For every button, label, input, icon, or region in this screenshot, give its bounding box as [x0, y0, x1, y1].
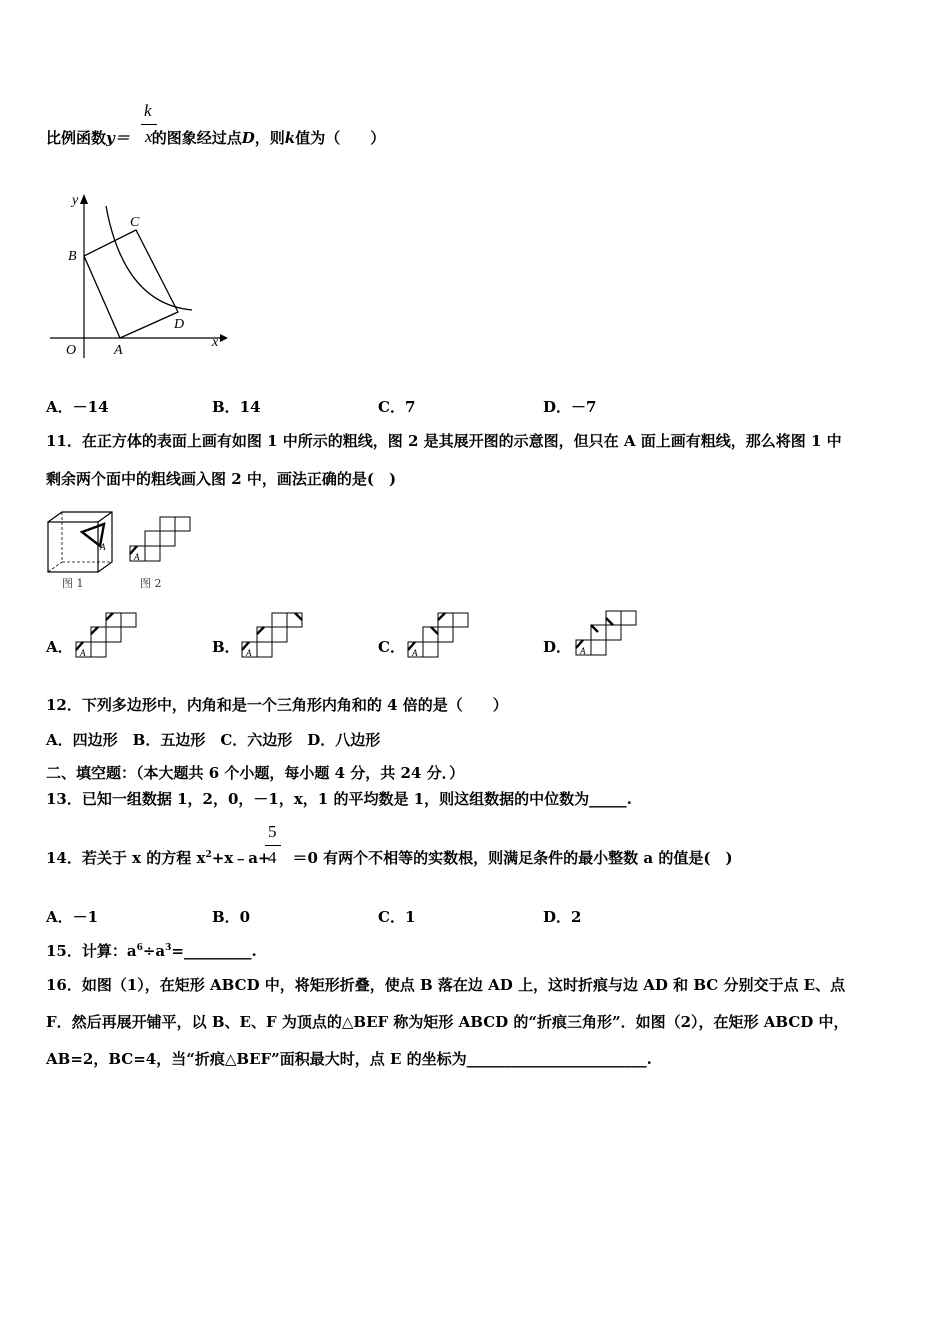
q10-frac-numerator: k: [144, 101, 152, 120]
q14-part-2: +x﹣a+: [211, 849, 271, 867]
q10-option-c: C．7: [378, 398, 416, 416]
net-face-label: A: [134, 552, 140, 562]
q15-sup-2: 3: [165, 943, 172, 953]
q15-part-2: ÷a: [142, 942, 166, 960]
q10-option-b: B．14: [212, 398, 261, 416]
q14-frac-numerator: 5: [268, 822, 277, 841]
q14-sup: 2: [205, 850, 212, 860]
q10-y-eq: y＝: [106, 129, 130, 147]
q10-var-k: k: [284, 129, 296, 147]
q10-option-d: D．－7: [543, 398, 597, 416]
q13-stem: 13．已知一组数据 1，2，0，－1，x，1 的平均数是 1，则这组数据的中位数为_____.: [46, 790, 632, 808]
q14-option-a: A．－1: [46, 908, 99, 926]
q11-option-b-net: [240, 612, 304, 660]
square-abcd: [84, 230, 178, 338]
q15-stem: [46, 940, 257, 961]
q14-option-b: B．0: [212, 908, 251, 926]
q15-part-1: 15．计算：a: [46, 942, 137, 960]
q10-suffix-a: 的图象经过点: [151, 129, 242, 147]
q11-option-c-net: [406, 612, 470, 660]
q10-frac-denominator: x: [145, 127, 153, 146]
q14-part-3: ＝0 有两个不相等的实数根，则满足条件的最小整数 a 的值是( ): [292, 849, 733, 867]
q12-options: A．四边形 B．五边形 C．六边形 D．八边形: [46, 731, 381, 749]
q15-part-3: =_________.: [171, 942, 257, 960]
q10-point: D: [241, 129, 255, 147]
label-y: y: [72, 193, 79, 208]
q10-stem: [46, 127, 385, 148]
q11-option-b: B．: [212, 638, 240, 656]
label-b: B: [68, 249, 77, 264]
q14-frac-bar: [265, 845, 281, 846]
q16-line-3: AB=2，BC=4，当“折痕△BEF”面积最大时，点 E 的坐标为________________________.: [46, 1050, 652, 1068]
q14-option-c: C．1: [378, 908, 416, 926]
q11-option-c: C．: [378, 638, 405, 656]
q14-frac-denominator: 4: [268, 848, 277, 867]
q16-line-2: F．然后再展开铺平，以 B、E、F 为顶点的△BEF 称为矩形 ABCD 的“折痕三角形”．如图（2），在矩形 ABCD 中，: [46, 1013, 849, 1031]
q11-line-1: 11．在正方体的表面上画有如图 1 中所示的粗线，图 2 是其展开图的示意图，但只在 A 面上画有粗线，那么将图 1 中: [46, 432, 842, 450]
x-axis-arrow: [220, 334, 228, 342]
q10-graph: [44, 186, 234, 366]
label-a: A: [114, 343, 123, 358]
q11-option-d: D．: [543, 638, 572, 656]
q10-suffix-b: ，则: [254, 129, 285, 147]
q11-fig2-label: 图 2: [140, 577, 162, 590]
label-origin: O: [66, 343, 77, 358]
cube-face-label: A: [100, 542, 106, 552]
q14-option-d: D．2: [543, 908, 582, 926]
q11-option-a: A．: [46, 638, 73, 656]
q11-figure-1-cube: [46, 510, 116, 576]
label-c: C: [130, 215, 140, 230]
hyperbola-curve: [106, 206, 192, 310]
q14-part-1: 14．若关于 x 的方程 x: [46, 849, 206, 867]
y-axis-arrow: [80, 194, 88, 204]
option-b-face-label: A: [246, 648, 252, 658]
option-d-face-label: A: [580, 646, 586, 656]
q11-fig1-label: 图 1: [62, 577, 84, 590]
q16-line-1: 16．如图（1），在矩形 ABCD 中，将矩形折叠，使点 B 落在边 AD 上，这时折痕与边 AD 和 BC 分别交于点 E、点: [46, 976, 846, 994]
q10-frac-bar: [141, 124, 157, 125]
label-x: x: [212, 335, 219, 350]
q11-figure-2-net: [128, 516, 192, 564]
q14-stem: [46, 847, 733, 868]
q10-prefix: 比例函数: [46, 129, 107, 147]
q10-suffix-c: 值为（ ）: [295, 129, 386, 147]
section-2-heading: 二、填空题：（本大题共 6 个小题，每小题 4 分，共 24 分．）: [46, 764, 465, 782]
q11-line-2: 剩余两个面中的粗线画入图 2 中，画法正确的是( ): [46, 470, 397, 488]
option-c-face-label: A: [412, 648, 418, 658]
q10-option-a: A．－14: [46, 398, 109, 416]
q11-option-a-net: [74, 612, 138, 660]
q11-option-d-net: [574, 610, 638, 658]
q15-sup-1: 6: [136, 943, 143, 953]
label-d: D: [174, 317, 185, 332]
q12-stem: 12．下列多边形中，内角和是一个三角形内角和的 4 倍的是（ ）: [46, 696, 508, 714]
option-a-face-label: A: [80, 648, 86, 658]
